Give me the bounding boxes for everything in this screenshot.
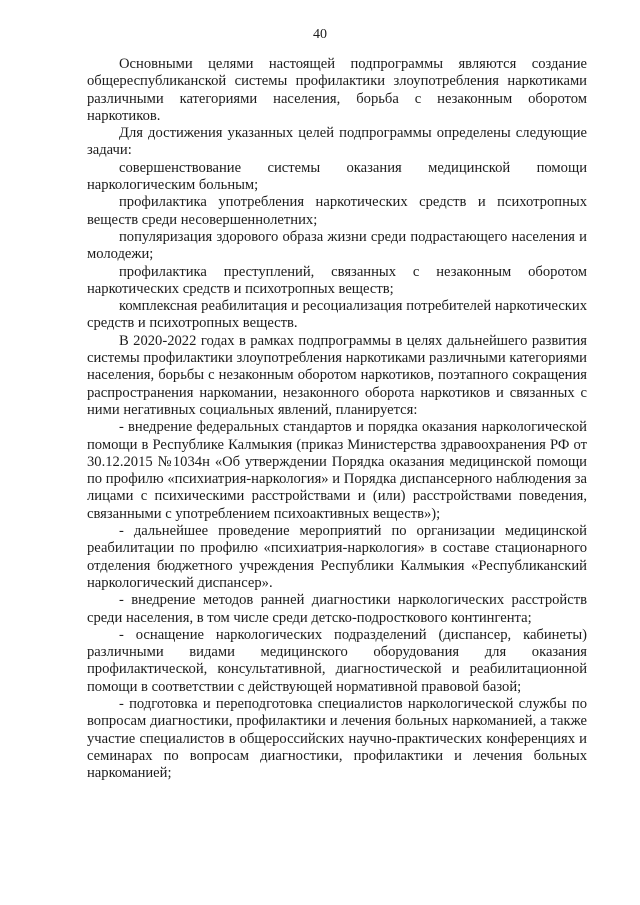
paragraph-tasks-intro: Для достижения указанных целей подпрограммы определены следующие задачи:	[87, 125, 587, 159]
document-body	[87, 56, 587, 782]
paragraph-task-1: совершенствование системы оказания медицинской помощи наркологическим больным;	[87, 159, 587, 194]
paragraph-plan-3: - внедрение методов ранней диагностики наркологических расстройств среди населения, в том числе среди детско-подросткового контингента;	[87, 592, 587, 626]
paragraph-plan-4: - оснащение наркологических подразделений (диспансер, кабинеты) различными видами медицинского оборудования для оказания профилактической, консультативной, диагностической и реабилитационной помощи в соответствии с действующей нормативной правовой базой;	[87, 626, 587, 695]
paragraph-task-4: профилактика преступлений, связанных с незаконным оборотом наркотических средств и психотропных веществ;	[87, 263, 587, 297]
paragraph-task-2: профилактика употребления наркотических средств и психотропных веществ среди несовершеннолетних;	[87, 194, 587, 228]
paragraph-plans-intro: В 2020-2022 годах в рамках подпрограммы в целях дальнейшего развития системы профилактики злоупотребления наркотиками различными категориями населения, борьбы с незаконным оборотом наркотиков, поэтапного сокращения распространения наркомании, незаконного оборота наркотиков и связанных с ними негативных социальных явлений, планируется:	[87, 332, 587, 418]
paragraph-task-3: популяризация здорового образа жизни среди подрастающего населения и молодежи;	[87, 228, 587, 263]
paragraph-plan-2: - дальнейшее проведение мероприятий по организации медицинской реабилитации по профилю «психиатрия-наркология» в составе стационарного отделения бюджетного учреждения Республики Калмыкия «Республиканский наркологический диспансер».	[87, 523, 587, 591]
paragraph-plan-1: - внедрение федеральных стандартов и порядка оказания наркологической помощи в Республике Калмыкия (приказ Министерства здравоохранения РФ от 30.12.2015 №1034н «Об утверждении Порядка оказания медицинской помощи по профилю «психиатрия-наркология» и Порядка диспансерного наблюдения за лицами с психическими расстройствами и (или) расстройствами поведения, связанными с употреблением психоактивных веществ»);	[87, 419, 587, 522]
paragraph-goals: Основными целями настоящей подпрограммы являются создание общереспубликанской системы профилактики злоупотребления наркотиками различными категориями населения, борьба с незаконным оборотом наркотиков.	[87, 56, 587, 124]
paragraph-plan-5: - подготовка и переподготовка специалистов наркологической службы по вопросам диагностики, профилактики и лечения больных наркоманией, а также участие специалистов в общероссийских научно-практических конференциях и семинарах по вопросам диагностики, профилактики и лечения больных наркоманией;	[87, 695, 587, 782]
paragraph-task-5: комплексная реабилитация и ресоциализация потребителей наркотических средств и психотропных веществ.	[87, 298, 587, 332]
page-number: 40	[313, 27, 327, 42]
